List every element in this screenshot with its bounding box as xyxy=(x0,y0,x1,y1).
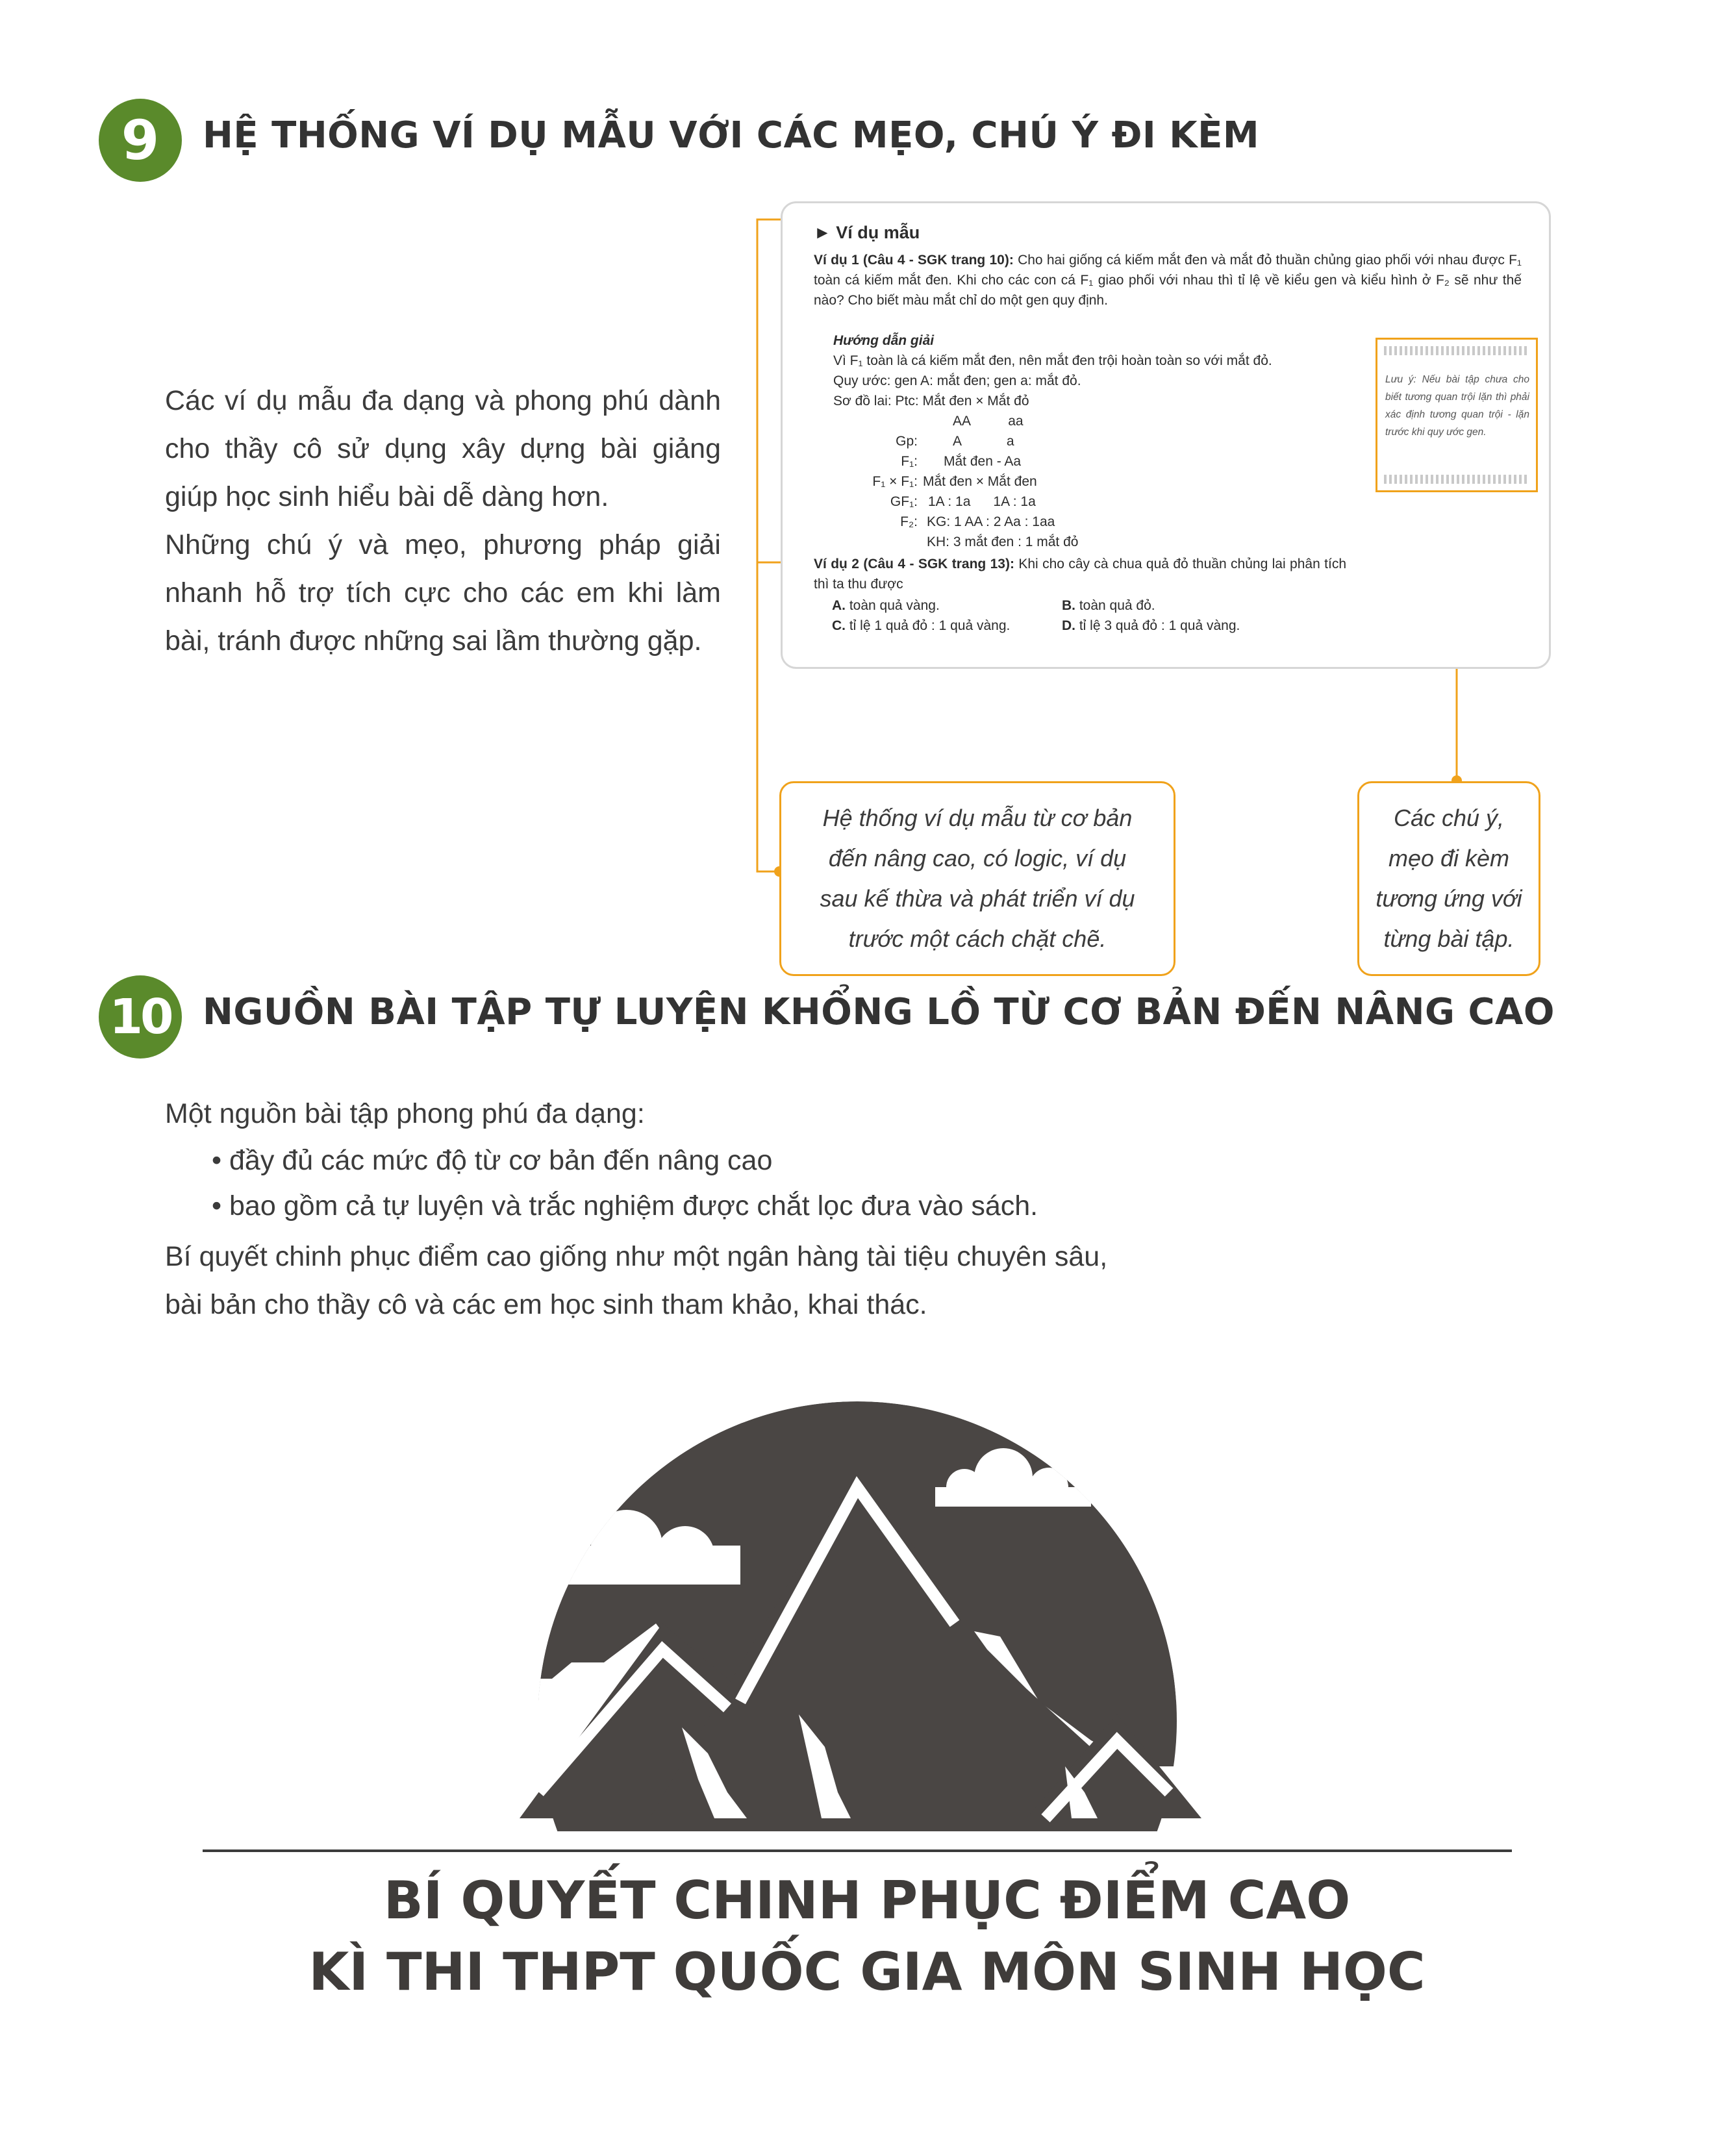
callout-line: Các chú ý, xyxy=(1393,805,1505,831)
example-2-label: Ví dụ 2 (Câu 4 - SGK trang 13): xyxy=(814,557,1014,571)
callout-tips xyxy=(1357,781,1540,976)
example-1-text: Cho hai giống cá kiếm mắt đen và mắt đỏ thuần chủng giao phối với nhau được F₁ toàn cá kiếm mắt đen. Khi cho các con cá F₁ giao phối với nhau thì tỉ lệ về kiểu gen và kiểu hình ở F₂ sẽ như thế nào? Cho biết màu mắt chỉ do một gen quy định. xyxy=(814,253,1522,308)
cross-label: F₂: xyxy=(900,514,918,529)
cross-label: F₁ × F₁: xyxy=(872,474,918,489)
option-c: C. tỉ lệ 1 quả đỏ : 1 quả vàng. xyxy=(832,618,1011,633)
cross-label: Gp: xyxy=(896,434,918,449)
callout-line: Hệ thống ví dụ mẫu từ cơ bản xyxy=(822,805,1133,831)
callout-line: sau kế thừa và phát triển ví dụ xyxy=(820,885,1135,912)
callout-line: trước một cách chặt chẽ. xyxy=(848,925,1107,952)
paragraph-line: bài, tránh được những sai lầm thường gặp. xyxy=(165,625,702,657)
cross-label: F₁: xyxy=(901,454,918,469)
section-10-number: 10 xyxy=(109,989,171,1045)
paragraph-line: nhanh hỗ trợ tích cực cho các em khi làm xyxy=(165,577,721,608)
section-9-number: 9 xyxy=(121,108,160,172)
paragraph-line: Các ví dụ mẫu đa dạng và phong phú dành xyxy=(165,385,721,416)
note-stripe-bottom xyxy=(1384,475,1529,484)
cross-content: Mắt đen × Mắt đen xyxy=(923,474,1037,489)
section-10-title: NGUỒN BÀI TẬP TỰ LUYỆN KHỔNG LỒ TỪ CƠ BẢN ĐẾN NÂNG CAO xyxy=(203,991,1555,1033)
option-a: A. toàn quả vàng. xyxy=(832,598,940,613)
guide-line: Quy ước: gen A: mắt đen; gen a: mắt đỏ. xyxy=(833,373,1081,388)
footer-title-line-2: KÌ THI THPT QUỐC GIA MÔN SINH HỌC xyxy=(308,1942,1426,2002)
bullet-item: • bao gồm cả tự luyện và trắc nghiệm được chắt lọc đưa vào sách. xyxy=(212,1190,1038,1222)
footer-title-line-1: BÍ QUYẾT CHINH PHỤC ĐIỂM CAO xyxy=(383,1870,1351,1931)
bullet-item: • đầy đủ các mức độ từ cơ bản đến nâng cao xyxy=(212,1145,773,1176)
guide-title: Hướng dẫn giải xyxy=(833,333,935,348)
section-10-outro-line: bài bản cho thầy cô và các em học sinh tham khảo, khai thác. xyxy=(165,1289,927,1320)
mountain-logo xyxy=(507,1377,1227,1831)
example-1-label: Ví dụ 1 (Câu 4 - SGK trang 10): xyxy=(814,253,1014,268)
cross-content: Mắt đen - Aa xyxy=(944,454,1022,469)
cross-content: AA aa xyxy=(953,414,1024,429)
callout-line: đến nâng cao, có logic, ví dụ xyxy=(828,845,1127,871)
option-b: B. toàn quả đỏ. xyxy=(1062,598,1155,613)
section-10-number-badge xyxy=(99,975,182,1059)
guide-line: Vì F₁ toàn là cá kiếm mắt đen, nên mắt đen trội hoàn toàn so với mắt đỏ. xyxy=(833,353,1272,368)
example-2-text: Khi cho cây cà chua quả đỏ thuần chủng lai phân tích thì ta thu được xyxy=(814,557,1346,592)
example-2 xyxy=(814,554,1346,594)
section-9-title: HỆ THỐNG VÍ DỤ MẪU VỚI CÁC MẸO, CHÚ Ý ĐI KÈM xyxy=(203,114,1260,157)
section-10-intro: Một nguồn bài tập phong phú đa dạng: xyxy=(165,1098,645,1129)
sample-heading: ► Ví dụ mẫu xyxy=(814,223,920,242)
option-d: D. tỉ lệ 3 quả đỏ : 1 quả vàng. xyxy=(1062,618,1240,633)
cross-label: GF₁: xyxy=(890,494,918,509)
cross-content: 1A : 1a 1A : 1a xyxy=(928,494,1036,509)
section-10-outro-line: Bí quyết chinh phục điểm cao giống như một ngân hàng tài tiệu chuyên sâu, xyxy=(165,1241,1108,1272)
paragraph-line: Những chú ý và mẹo, phương pháp giải xyxy=(165,529,721,560)
callout-line: từng bài tập. xyxy=(1383,925,1514,952)
note-stripe-top xyxy=(1384,346,1529,355)
callout-examples xyxy=(779,781,1175,976)
paragraph-line: giúp học sinh hiểu bài dễ dàng hơn. xyxy=(165,481,609,512)
cross-content: KG: 1 AA : 2 Aa : 1aa xyxy=(927,514,1055,529)
example-1 xyxy=(814,250,1522,310)
cross-content: A a xyxy=(953,434,1014,449)
callout-line: mẹo đi kèm xyxy=(1388,845,1510,871)
paragraph-line: cho thầy cô sử dụng xây dựng bài giảng xyxy=(165,433,721,464)
tip-note-text: Lưu ý: Nếu bài tập chưa cho biết tương quan trội lặn thì phải xác định tương quan trội - lặn trước khi quy ước gen. xyxy=(1385,374,1529,438)
footer-divider xyxy=(203,1849,1512,1852)
section-10-body xyxy=(165,1091,1107,1327)
tip-note-box xyxy=(1376,338,1538,492)
cross-content: KH: 3 mắt đen : 1 mắt đỏ xyxy=(927,534,1079,549)
callout-line: tương ứng với xyxy=(1376,885,1522,912)
guide-line: Sơ đồ lai: Ptc: Mắt đen × Mắt đỏ xyxy=(833,394,1029,408)
